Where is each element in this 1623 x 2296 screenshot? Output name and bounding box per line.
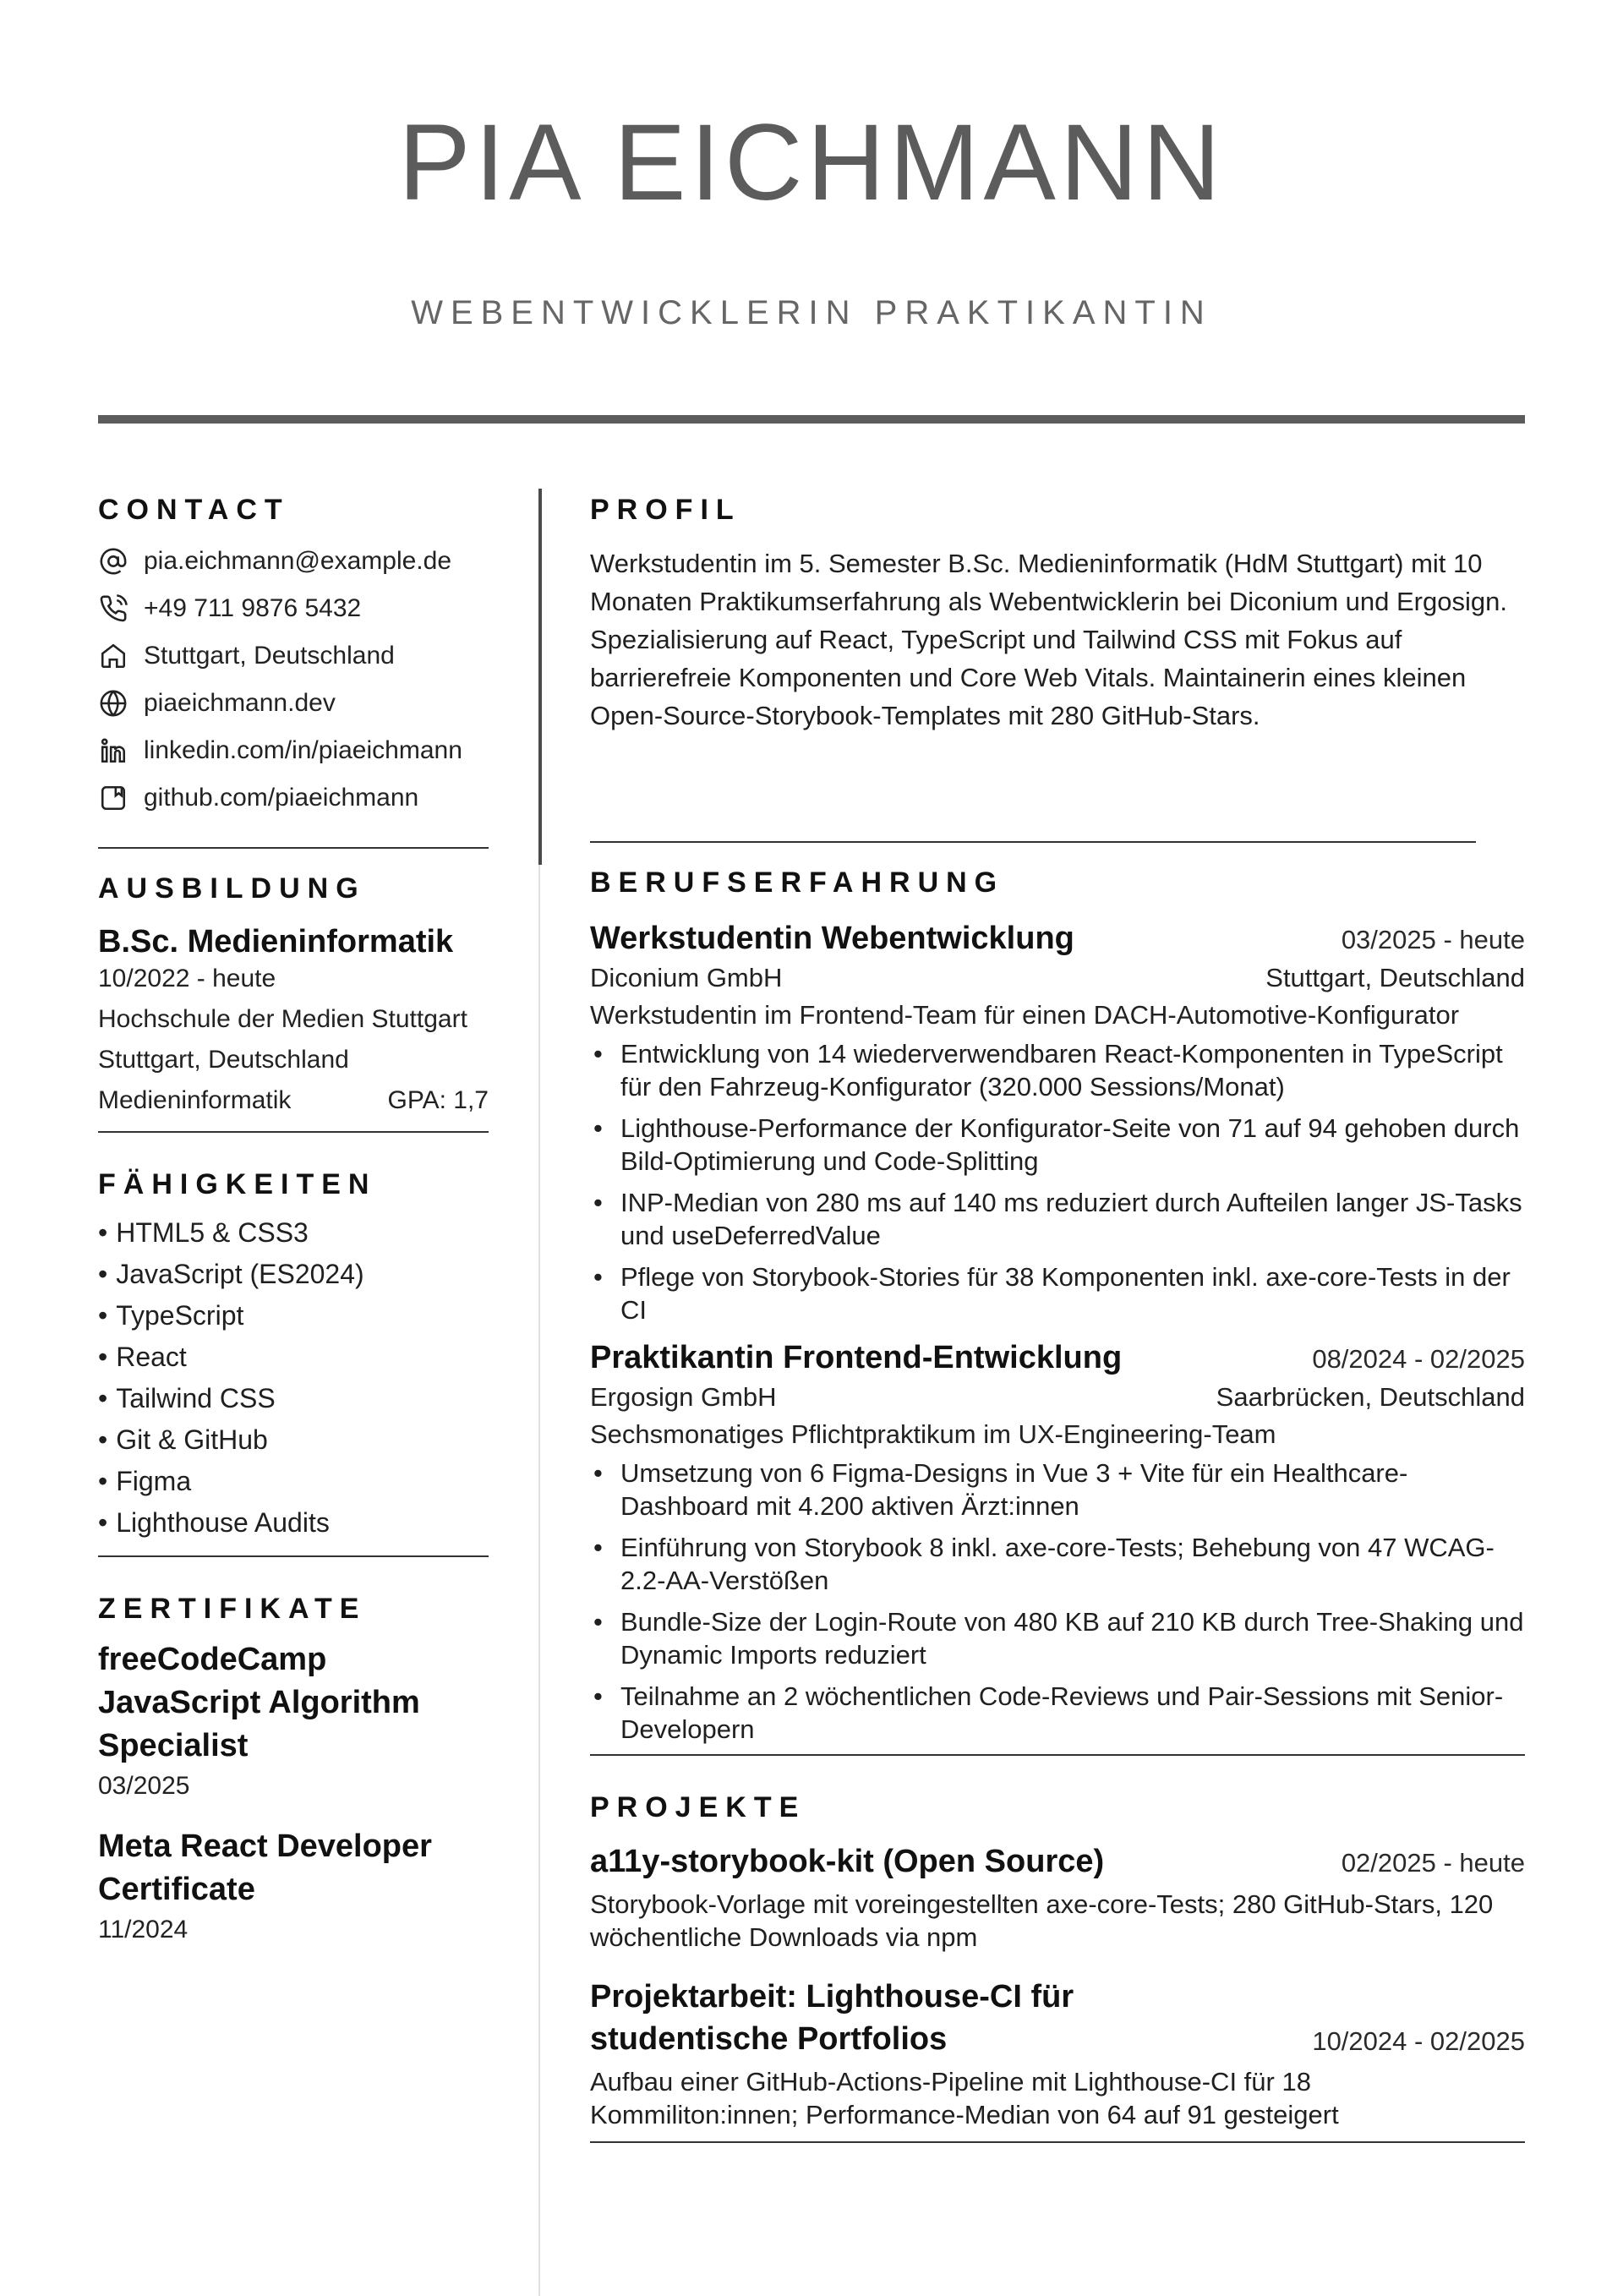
certificate-date: 11/2024 (98, 1916, 189, 1943)
experience-divider (590, 1754, 1525, 1756)
job-bullets (590, 1457, 1525, 1746)
skills-divider (98, 1555, 489, 1557)
projects-divider (590, 2141, 1525, 2143)
column-divider-lower (538, 865, 540, 2296)
linkedin-icon (98, 735, 128, 766)
job-company-row (590, 959, 1525, 997)
profile-title: PROFIL (590, 494, 741, 526)
contact-linkedin[interactable] (98, 727, 489, 774)
profile-text: Werkstudentin im 5. Semester B.Sc. Medieninformatik (HdM Stuttgart) mit 10 Monaten Praktikumserfahrung als Webentwicklerin bei Diconium und Ergosign. Spezialisierung auf React, TypeScript und Tailwind CSS mit Fokus auf barrierefreie Komponenten und Core Web Vitals. Maintainerin eines kleinen Open-Source-Storybook-Templates mit 280 GitHub-Stars. (590, 549, 1507, 730)
skill-item: • JavaScript (ES2024) (98, 1259, 364, 1289)
contact-phone-text: +49 711 9876 5432 (144, 594, 362, 622)
job-bullets (590, 1037, 1525, 1326)
job-dates: 03/2025 - heute (1341, 925, 1525, 954)
project-title: Projektarbeit: Lighthouse-CI für studentische Portfolios (590, 1979, 1074, 2057)
at-icon (98, 546, 128, 577)
project-dates: 02/2025 - heute (1341, 1848, 1525, 1878)
contact-github[interactable] (98, 774, 489, 822)
candidate-name: PIA EICHMANN (398, 102, 1225, 223)
project-description: Storybook-Vorlage mit voreingestellten axe-core-Tests; 280 GitHub-Stars, 120 wöchentliche Downloads via npm (590, 1889, 1494, 1952)
job-bullet: • Bundle-Size der Login-Route von 480 KB auf 210 KB durch Tree-Shaking und Dynamic Imports reduziert (590, 1605, 1525, 1671)
skills-section (98, 1163, 489, 1557)
contact-divider (98, 847, 489, 849)
skill-item: • Lighthouse Audits (98, 1507, 330, 1538)
experience-title: BERUFSERFAHRUNG (590, 866, 1005, 899)
job-title: Werkstudentin Webentwicklung (590, 921, 1074, 956)
project-dates: 10/2024 - 02/2025 (1312, 2026, 1525, 2056)
contact-phone[interactable] (98, 585, 489, 632)
education-field-row (98, 1084, 489, 1118)
certificates-title: ZERTIFIKATE (98, 1593, 367, 1625)
phone-icon (98, 593, 128, 624)
left-column (98, 489, 489, 1949)
profile-section (590, 489, 1525, 843)
job-location: Saarbrücken, Deutschland (1216, 1382, 1525, 1412)
header-divider (98, 415, 1525, 424)
contact-list (98, 538, 489, 822)
job-location: Stuttgart, Deutschland (1265, 963, 1525, 992)
job-company: Ergosign GmbH (590, 1382, 777, 1412)
skill-item: • Tailwind CSS (98, 1383, 276, 1413)
contact-github-text: github.com/piaeichmann (144, 784, 419, 812)
contact-title: CONTACT (98, 494, 290, 526)
certificate-item (98, 1825, 489, 1949)
skills-title: FÄHIGKEITEN (98, 1168, 377, 1200)
job-dates: 08/2024 - 02/2025 (1312, 1344, 1525, 1374)
skill-item: • Git & GitHub (98, 1424, 268, 1455)
contact-email-text: pia.eichmann@example.de (144, 547, 451, 575)
education-divider (98, 1131, 489, 1133)
job-bullet: • Umsetzung von 6 Figma-Designs in Vue 3 + Vite für ein Healthcare-Dashboard mit 4.200 aktiven Ärzt:innen (590, 1457, 1525, 1522)
contact-email[interactable] (98, 538, 489, 585)
job-company-row (590, 1379, 1525, 1416)
contact-linkedin-text: linkedin.com/in/piaeichmann (144, 736, 462, 764)
education-field: Medieninformatik (98, 1086, 292, 1114)
contact-location-text: Stuttgart, Deutschland (144, 642, 395, 670)
education-section (98, 867, 489, 1133)
education-title: AUSBILDUNG (98, 872, 366, 905)
job-title: Praktikantin Frontend-Entwicklung (590, 1340, 1123, 1375)
job-header (590, 917, 1525, 959)
profile-divider (590, 841, 1476, 843)
home-icon (98, 641, 128, 671)
job-header (590, 1337, 1525, 1379)
education-gpa: GPA: 1,7 (387, 1086, 489, 1114)
skill-item: • TypeScript (98, 1300, 244, 1331)
job-bullet: • Teilnahme an 2 wöchentlichen Code-Reviews und Pair-Sessions mit Senior-Developern (590, 1680, 1525, 1746)
education-location: Stuttgart, Deutschland (98, 1046, 349, 1074)
job-description: Sechsmonatiges Pflichtpraktikum im UX-Engineering-Team (590, 1419, 1276, 1449)
skill-item: • Figma (98, 1466, 192, 1496)
certificates-section (98, 1588, 489, 1949)
education-school: Hochschule der Medien Stuttgart (98, 1005, 467, 1033)
job-bullet: • Einführung von Storybook 8 inkl. axe-core-Tests; Behebung von 47 WCAG-2.2-AA-Verstößen (590, 1531, 1525, 1597)
job-bullet: • Pflege von Storybook-Stories für 38 Komponenten inkl. axe-core-Tests in der CI (590, 1260, 1525, 1326)
job-description: Werkstudentin im Frontend-Team für einen DACH-Automotive-Konfigurator (590, 1000, 1460, 1030)
job-bullet: • Lighthouse-Performance der Konfigurator-Seite von 71 auf 94 gehoben durch Bild-Optimierung und Code-Splitting (590, 1112, 1525, 1178)
project-description: Aufbau einer GitHub-Actions-Pipeline mit Lighthouse-CI für 18 Kommiliton:innen; Performance-Median von 64 auf 91 gesteigert (590, 2067, 1339, 2129)
project-header (590, 1840, 1525, 1883)
job-company: Diconium GmbH (590, 963, 783, 992)
experience-section (590, 861, 1525, 1756)
certificate-date: 03/2025 (98, 1772, 190, 1800)
contact-website-text: piaeichmann.dev (144, 689, 336, 717)
contact-location (98, 632, 489, 680)
education-degree: B.Sc. Medieninformatik (98, 924, 454, 959)
job-bullet: • Entwicklung von 14 wiederverwendbaren React-Komponenten in TypeScript für den Fahrzeug-Konfigurator (320.000 Sessions/Monat) (590, 1037, 1525, 1103)
project-entry (590, 1840, 1525, 1954)
projects-section (590, 1786, 1525, 2143)
project-header (590, 1976, 1525, 2060)
candidate-role: WEBENTWICKLERIN PRAKTIKANTIN (411, 294, 1212, 331)
job-entry (590, 1337, 1525, 1746)
job-entry (590, 917, 1525, 1326)
globe-icon (98, 688, 128, 719)
project-entry (590, 1976, 1525, 2131)
contact-website[interactable] (98, 680, 489, 727)
skills-list (98, 1212, 489, 1544)
skill-item: • React (98, 1342, 187, 1372)
project-title: a11y-storybook-kit (Open Source) (590, 1844, 1105, 1879)
certificate-name: Meta React Developer Certificate (98, 1829, 432, 1907)
github-icon (98, 783, 128, 813)
education-dates: 10/2022 - heute (98, 965, 276, 992)
certificate-item (98, 1638, 489, 1805)
skill-item: • HTML5 & CSS3 (98, 1217, 309, 1248)
contact-section (98, 489, 489, 849)
certificate-name: freeCodeCamp JavaScript Algorithm Specialist (98, 1642, 420, 1763)
column-divider (538, 489, 542, 865)
right-column (590, 489, 1525, 2143)
job-bullet: • INP-Median von 280 ms auf 140 ms reduziert durch Aufteilen langer JS-Tasks und useDeferredValue (590, 1186, 1525, 1252)
projects-title: PROJEKTE (590, 1791, 806, 1823)
